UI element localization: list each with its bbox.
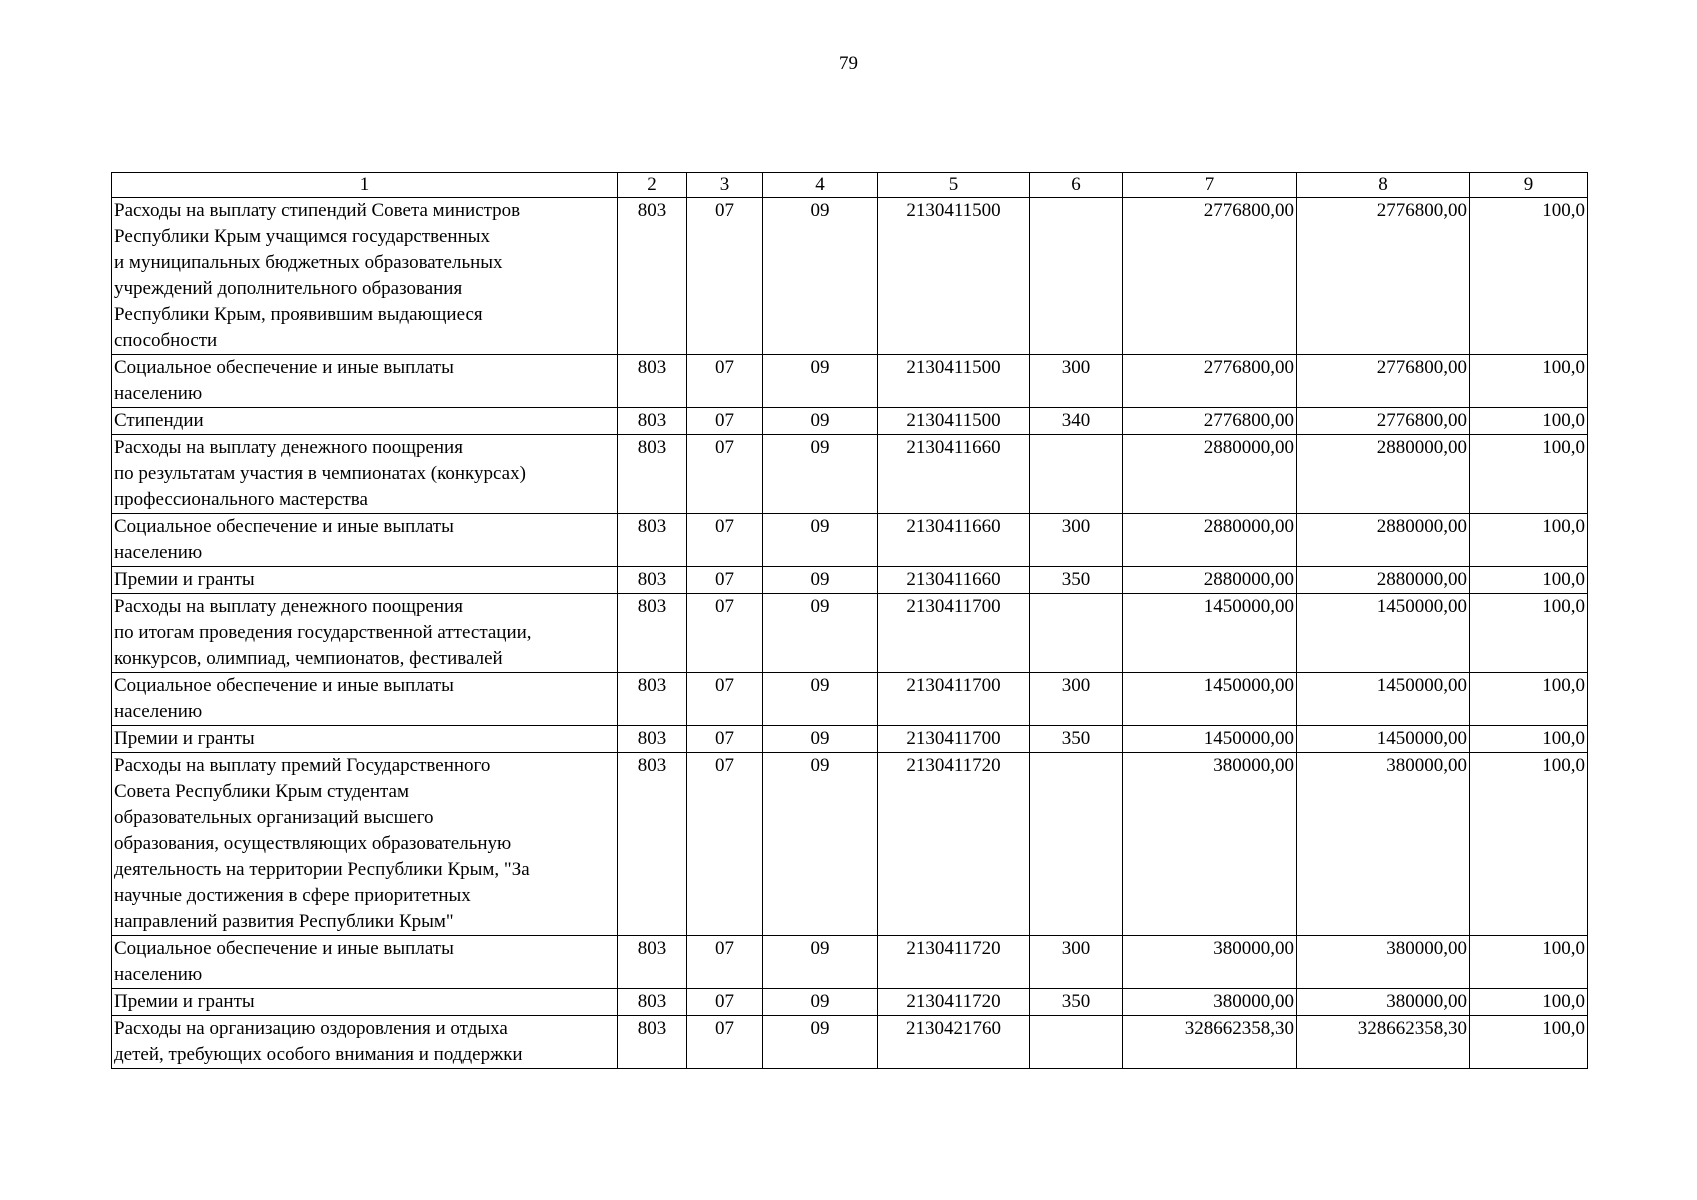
- cell-subsection: 09: [763, 514, 878, 567]
- page-number: 79: [839, 53, 858, 74]
- expense-name-line: Расходы на выплату денежного поощрения: [114, 437, 463, 458]
- column-header-5: 5: [878, 173, 1030, 198]
- cell-target-article: 2130411700: [878, 594, 1030, 673]
- cell-percent: 100,0: [1470, 355, 1588, 408]
- cell-expense-name: [112, 673, 618, 726]
- expense-name-line: Социальное обеспечение и иные выплаты: [114, 938, 454, 959]
- cell-approved-amount: 2880000,00: [1123, 514, 1297, 567]
- cell-expense-type: 300: [1030, 673, 1123, 726]
- cell-percent: 100,0: [1470, 567, 1588, 594]
- cell-expense-name: [112, 198, 618, 355]
- expense-name-line: Премии и гранты: [114, 569, 255, 590]
- cell-expense-type: 350: [1030, 989, 1123, 1016]
- cell-subsection: 09: [763, 408, 878, 435]
- expense-name-line: населению: [114, 964, 203, 985]
- cell-subsection: 09: [763, 567, 878, 594]
- cell-executed-amount: 2880000,00: [1297, 514, 1470, 567]
- cell-target-article: 2130411660: [878, 435, 1030, 514]
- expense-name-line: населению: [114, 542, 203, 563]
- cell-expense-type: [1030, 594, 1123, 673]
- table-row: [112, 726, 1588, 753]
- cell-approved-amount: 1450000,00: [1123, 726, 1297, 753]
- column-header-8: 8: [1297, 173, 1470, 198]
- cell-ministry-code: 803: [618, 514, 687, 567]
- cell-section: 07: [687, 726, 763, 753]
- table-row: [112, 198, 1588, 355]
- expense-name-line: образовательных организаций высшего: [114, 807, 434, 828]
- cell-section: 07: [687, 435, 763, 514]
- cell-expense-name: [112, 726, 618, 753]
- column-header-1: 1: [112, 173, 618, 198]
- cell-percent: 100,0: [1470, 1016, 1588, 1069]
- cell-approved-amount: 380000,00: [1123, 753, 1297, 936]
- table-row: [112, 1016, 1588, 1069]
- cell-executed-amount: 328662358,30: [1297, 1016, 1470, 1069]
- expense-name-line: Премии и гранты: [114, 728, 255, 749]
- cell-expense-type: [1030, 753, 1123, 936]
- expense-name-line: населению: [114, 701, 203, 722]
- table-row: [112, 435, 1588, 514]
- expense-name-line: конкурсов, олимпиад, чемпионатов, фестивалей: [114, 648, 503, 669]
- cell-expense-type: 300: [1030, 936, 1123, 989]
- column-header-9: 9: [1470, 173, 1588, 198]
- expense-name-line: по результатам участия в чемпионатах (конкурсах): [114, 463, 526, 484]
- expense-name-line: Стипендии: [114, 410, 204, 431]
- expense-name-line: детей, требующих особого внимания и поддержки: [114, 1044, 523, 1065]
- cell-expense-name: [112, 355, 618, 408]
- cell-ministry-code: 803: [618, 435, 687, 514]
- cell-section: 07: [687, 753, 763, 936]
- cell-expense-type: 300: [1030, 514, 1123, 567]
- expense-name-line: Социальное обеспечение и иные выплаты: [114, 516, 454, 537]
- expense-name-line: Премии и гранты: [114, 991, 255, 1012]
- cell-section: 07: [687, 198, 763, 355]
- expense-name-line: Расходы на выплату премий Государственного: [114, 755, 491, 776]
- cell-subsection: 09: [763, 435, 878, 514]
- cell-percent: 100,0: [1470, 753, 1588, 936]
- expense-name-line: научные достижения в сфере приоритетных: [114, 885, 471, 906]
- cell-approved-amount: 2776800,00: [1123, 408, 1297, 435]
- cell-target-article: 2130411720: [878, 753, 1030, 936]
- expense-name-line: способности: [114, 330, 218, 351]
- cell-ministry-code: 803: [618, 198, 687, 355]
- cell-target-article: 2130411720: [878, 936, 1030, 989]
- cell-expense-name: [112, 989, 618, 1016]
- cell-percent: 100,0: [1470, 408, 1588, 435]
- cell-section: 07: [687, 514, 763, 567]
- cell-percent: 100,0: [1470, 594, 1588, 673]
- cell-expense-type: [1030, 198, 1123, 355]
- expense-name-line: Совета Республики Крым студентам: [114, 781, 410, 802]
- cell-ministry-code: 803: [618, 408, 687, 435]
- cell-percent: 100,0: [1470, 673, 1588, 726]
- cell-target-article: 2130411500: [878, 408, 1030, 435]
- cell-executed-amount: 380000,00: [1297, 936, 1470, 989]
- cell-ministry-code: 803: [618, 1016, 687, 1069]
- cell-subsection: 09: [763, 989, 878, 1016]
- cell-expense-name: [112, 408, 618, 435]
- budget-table: [111, 172, 1588, 1069]
- table-row: [112, 594, 1588, 673]
- cell-expense-type: 350: [1030, 726, 1123, 753]
- table-row: [112, 567, 1588, 594]
- cell-approved-amount: 380000,00: [1123, 936, 1297, 989]
- cell-target-article: 2130411500: [878, 355, 1030, 408]
- cell-executed-amount: 380000,00: [1297, 989, 1470, 1016]
- expense-name-line: по итогам проведения государственной аттестации,: [114, 622, 532, 643]
- cell-approved-amount: 2880000,00: [1123, 435, 1297, 514]
- expense-name-line: Расходы на организацию оздоровления и отдыха: [114, 1018, 508, 1039]
- column-header-6: 6: [1030, 173, 1123, 198]
- cell-section: 07: [687, 355, 763, 408]
- column-header-7: 7: [1123, 173, 1297, 198]
- cell-section: 07: [687, 936, 763, 989]
- expense-name-line: направлений развития Республики Крым": [114, 911, 454, 932]
- cell-target-article: 2130411700: [878, 726, 1030, 753]
- cell-expense-name: [112, 435, 618, 514]
- cell-percent: 100,0: [1470, 198, 1588, 355]
- expense-name-line: Социальное обеспечение и иные выплаты: [114, 675, 454, 696]
- column-header-4: 4: [763, 173, 878, 198]
- cell-section: 07: [687, 594, 763, 673]
- cell-approved-amount: 2776800,00: [1123, 355, 1297, 408]
- cell-expense-name: [112, 753, 618, 936]
- table-row: [112, 989, 1588, 1016]
- expense-name-line: населению: [114, 383, 203, 404]
- cell-expense-type: 300: [1030, 355, 1123, 408]
- cell-subsection: 09: [763, 198, 878, 355]
- cell-percent: 100,0: [1470, 726, 1588, 753]
- cell-expense-type: [1030, 1016, 1123, 1069]
- cell-approved-amount: 380000,00: [1123, 989, 1297, 1016]
- cell-expense-type: 340: [1030, 408, 1123, 435]
- cell-subsection: 09: [763, 726, 878, 753]
- cell-executed-amount: 2880000,00: [1297, 435, 1470, 514]
- header-row: [112, 173, 1588, 198]
- cell-expense-type: 350: [1030, 567, 1123, 594]
- cell-executed-amount: 2880000,00: [1297, 567, 1470, 594]
- table-row: [112, 408, 1588, 435]
- cell-expense-name: [112, 594, 618, 673]
- cell-ministry-code: 803: [618, 355, 687, 408]
- table-row: [112, 753, 1588, 936]
- expense-name-line: и муниципальных бюджетных образовательных: [114, 252, 503, 273]
- expense-name-line: учреждений дополнительного образования: [114, 278, 463, 299]
- expense-name-line: Расходы на выплату стипендий Совета министров: [114, 200, 521, 221]
- cell-executed-amount: 1450000,00: [1297, 673, 1470, 726]
- expense-name-line: деятельность на территории Республики Крым, "За: [114, 859, 530, 880]
- cell-executed-amount: 380000,00: [1297, 753, 1470, 936]
- cell-section: 07: [687, 1016, 763, 1069]
- cell-target-article: 2130411660: [878, 514, 1030, 567]
- cell-ministry-code: 803: [618, 936, 687, 989]
- cell-executed-amount: 2776800,00: [1297, 198, 1470, 355]
- cell-target-article: 2130411660: [878, 567, 1030, 594]
- table-row: [112, 936, 1588, 989]
- table-body: [112, 198, 1588, 1069]
- cell-executed-amount: 1450000,00: [1297, 594, 1470, 673]
- cell-ministry-code: 803: [618, 594, 687, 673]
- cell-section: 07: [687, 408, 763, 435]
- table-header: [112, 173, 1588, 198]
- cell-executed-amount: 2776800,00: [1297, 408, 1470, 435]
- table-row: [112, 673, 1588, 726]
- cell-approved-amount: 1450000,00: [1123, 673, 1297, 726]
- cell-subsection: 09: [763, 673, 878, 726]
- cell-approved-amount: 1450000,00: [1123, 594, 1297, 673]
- expense-name-line: Республики Крым учащимся государственных: [114, 226, 491, 247]
- cell-approved-amount: 328662358,30: [1123, 1016, 1297, 1069]
- expense-name-line: Расходы на выплату денежного поощрения: [114, 596, 463, 617]
- cell-expense-type: [1030, 435, 1123, 514]
- table-row: [112, 355, 1588, 408]
- cell-target-article: 2130411720: [878, 989, 1030, 1016]
- cell-approved-amount: 2880000,00: [1123, 567, 1297, 594]
- cell-expense-name: [112, 1016, 618, 1069]
- cell-section: 07: [687, 673, 763, 726]
- table-row: [112, 514, 1588, 567]
- cell-target-article: 2130421760: [878, 1016, 1030, 1069]
- cell-expense-name: [112, 514, 618, 567]
- cell-subsection: 09: [763, 594, 878, 673]
- cell-ministry-code: 803: [618, 567, 687, 594]
- cell-percent: 100,0: [1470, 435, 1588, 514]
- cell-percent: 100,0: [1470, 989, 1588, 1016]
- cell-approved-amount: 2776800,00: [1123, 198, 1297, 355]
- cell-section: 07: [687, 989, 763, 1016]
- cell-percent: 100,0: [1470, 514, 1588, 567]
- cell-target-article: 2130411500: [878, 198, 1030, 355]
- cell-subsection: 09: [763, 355, 878, 408]
- expense-name-line: Социальное обеспечение и иные выплаты: [114, 357, 454, 378]
- column-header-2: 2: [618, 173, 687, 198]
- cell-ministry-code: 803: [618, 753, 687, 936]
- cell-subsection: 09: [763, 753, 878, 936]
- cell-expense-name: [112, 567, 618, 594]
- cell-ministry-code: 803: [618, 673, 687, 726]
- expense-name-line: образования, осуществляющих образовательную: [114, 833, 512, 854]
- cell-expense-name: [112, 936, 618, 989]
- cell-ministry-code: 803: [618, 989, 687, 1016]
- cell-executed-amount: 2776800,00: [1297, 355, 1470, 408]
- cell-executed-amount: 1450000,00: [1297, 726, 1470, 753]
- cell-section: 07: [687, 567, 763, 594]
- cell-subsection: 09: [763, 1016, 878, 1069]
- column-header-3: 3: [687, 173, 763, 198]
- expense-name-line: профессионального мастерства: [114, 489, 368, 510]
- cell-target-article: 2130411700: [878, 673, 1030, 726]
- cell-percent: 100,0: [1470, 936, 1588, 989]
- cell-ministry-code: 803: [618, 726, 687, 753]
- cell-subsection: 09: [763, 936, 878, 989]
- expense-name-line: Республики Крым, проявившим выдающиеся: [114, 304, 483, 325]
